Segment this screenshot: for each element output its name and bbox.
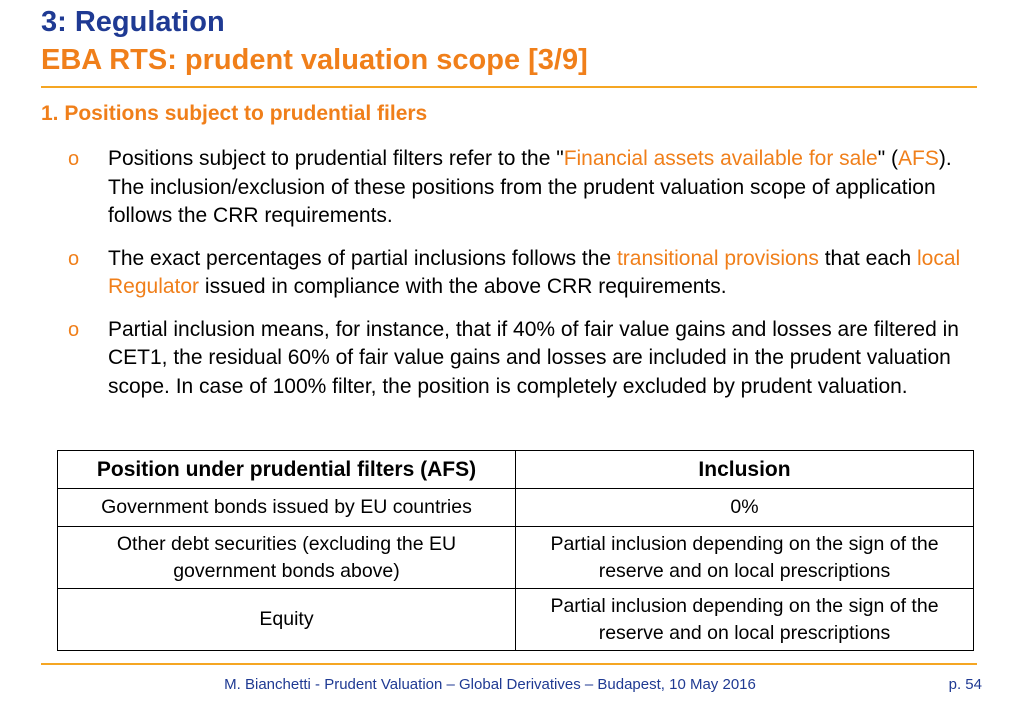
bullet-text: Partial inclusion means, for instance, that if 40% of fair value gains and losses are filtered in CET1, the residual 60% of fair value gains and losses are included in the prudent valuation scope. In case of 100% filter, the position is completely excluded by prudent valuation.: [108, 317, 959, 398]
slide-title: 3: Regulation: [41, 6, 225, 38]
table-cell-position: Other debt securities (excluding the EU government bonds above): [58, 527, 516, 589]
table-header-position: Position under prudential filters (AFS): [58, 451, 516, 489]
bullet-item: [68, 245, 973, 302]
table-row: [58, 489, 974, 527]
table-cell-inclusion: Partial inclusion depending on the sign of the reserve and on local prescriptions: [516, 527, 974, 589]
highlighted-term: AFS: [897, 147, 939, 170]
bullet-text: " (: [877, 147, 898, 170]
bullet-marker: o: [68, 318, 80, 341]
slide-subtitle: EBA RTS: prudent valuation scope [3/9]: [41, 44, 588, 76]
footer-divider: [41, 663, 977, 665]
page-number: p. 54: [948, 676, 982, 693]
table-cell-position: Equity: [58, 589, 516, 651]
table-header-row: [58, 451, 974, 489]
table-header-inclusion: Inclusion: [516, 451, 974, 489]
bullet-text: issued in compliance with the above CRR requirements.: [199, 275, 727, 298]
table-cell-inclusion: 0%: [516, 489, 974, 527]
bullet-marker: o: [68, 148, 80, 170]
bullet-text: Positions subject to prudential filters refer to the ": [108, 147, 564, 170]
highlighted-term: local Regulator: [108, 246, 961, 298]
highlighted-term: Financial assets available for sale: [563, 147, 878, 170]
bullet-marker: o: [68, 247, 80, 270]
bullet-item: [68, 145, 973, 231]
footer-citation: M. Bianchetti - Prudent Valuation – Global Derivatives – Budapest, 10 May 2016: [224, 676, 756, 693]
bullet-item: [68, 316, 973, 402]
table-cell-inclusion: Partial inclusion depending on the sign of the reserve and on local prescriptions: [516, 589, 974, 651]
highlighted-term: transitional provisions: [616, 246, 819, 270]
header-divider: [41, 86, 977, 88]
bullet-text: The exact percentages of partial inclusions follows the: [108, 246, 617, 270]
bullet-text: ). The inclusion/exclusion of these positions from the prudent valuation scope of application follows the CRR requirements.: [108, 147, 952, 227]
inclusion-table: [57, 450, 974, 651]
bullet-text: that each: [818, 246, 917, 270]
table-row: [58, 589, 974, 651]
table-cell-position: Government bonds issued by EU countries: [58, 489, 516, 527]
table-row: [58, 527, 974, 589]
section-heading: 1. Positions subject to prudential filers: [41, 102, 428, 125]
bullet-list: [68, 145, 973, 415]
